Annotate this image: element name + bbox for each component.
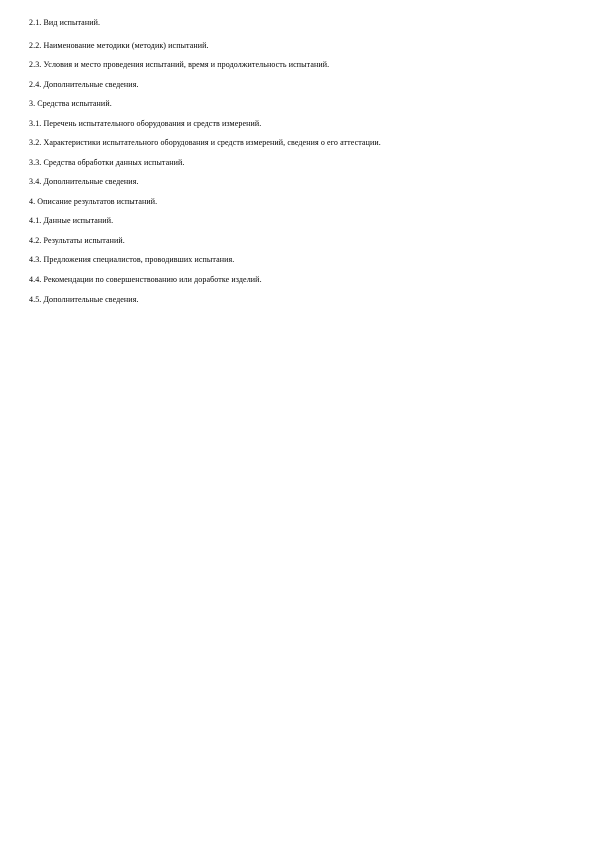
line-4: 4. Описание результатов испытаний.	[29, 197, 158, 206]
line-3: 3. Средства испытаний.	[29, 99, 112, 108]
line-4-1: 4.1. Данные испытаний.	[29, 216, 114, 225]
line-2-2: 2.2. Наименование методики (методик) испытаний.	[29, 41, 209, 50]
line-3-1: 3.1. Перечень испытательного оборудования и средств измерений.	[29, 119, 262, 128]
line-2-4: 2.4. Дополнительные сведения.	[29, 80, 139, 89]
line-2-1: 2.1. Вид испытаний.	[29, 18, 101, 27]
line-3-3: 3.3. Средства обработки данных испытаний.	[29, 158, 185, 167]
line-4-4: 4.4. Рекомендации по совершенствованию или доработке изделий.	[29, 275, 262, 284]
line-4-2: 4.2. Результаты испытаний.	[29, 236, 125, 245]
line-3-4: 3.4. Дополнительные сведения.	[29, 177, 139, 186]
line-2-3: 2.3. Условия и место проведения испытаний, время и продолжительность испытаний.	[29, 60, 330, 69]
line-3-2: 3.2. Характеристики испытательного оборудования и средств измерений, сведения о его аттестации.	[29, 138, 381, 147]
line-4-5: 4.5. Дополнительные сведения.	[29, 295, 139, 304]
line-4-3: 4.3. Предложения специалистов, проводивших испытания.	[29, 255, 235, 264]
